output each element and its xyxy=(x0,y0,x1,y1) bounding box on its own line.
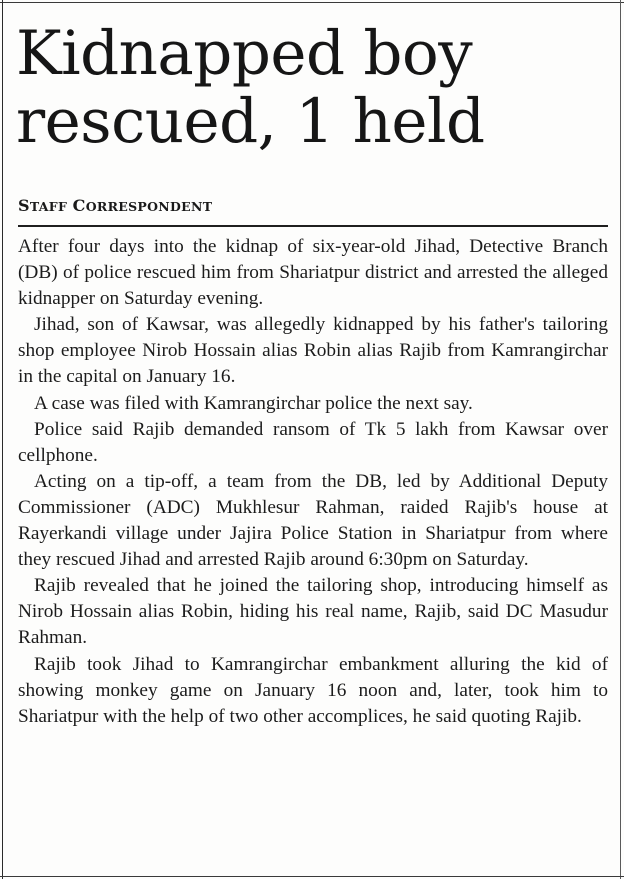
headline-line-2: rescued, 1 held xyxy=(16,86,485,157)
article-paragraph: Acting on a tip-off, a team from the DB, led by Additional Deputy Commissioner (ADC) Mukhlesur Rahman, raided Rajib's house at Rayerkandi village under Jajira Police Station in Shariatpur from where they rescued Jihad and arrested Rajib around 6:30pm on Saturday. xyxy=(18,470,608,571)
byline-word-correspondent: ORRESPONDENT xyxy=(85,199,213,214)
article-paragraph: Rajib took Jihad to Kamrangirchar embankment alluring the kid of showing monkey game on January 16 noon and, later, took him to Shariatpur with the help of two other accomplices, he said quoting Rajib. xyxy=(18,653,608,727)
byline-divider xyxy=(18,225,608,227)
clipping-left-edge xyxy=(2,0,3,879)
article-body xyxy=(18,234,608,730)
article-paragraph: Rajib revealed that he joined the tailoring shop, introducing himself as Nirob Hossain alias Robin, hiding his real name, Rajib, said DC Masudur Rahman. xyxy=(18,575,608,649)
article-paragraph: Police said Rajib demanded ransom of Tk 5 lakh from Kawsar over cellphone. xyxy=(18,418,608,466)
headline xyxy=(16,20,616,156)
byline-word-staff: TAFF xyxy=(29,199,68,214)
article-paragraph: Jihad, son of Kawsar, was allegedly kidnapped by his father's tailoring shop employee Nirob Hossain alias Robin alias Rajib from Kamrangirchar in the capital on January 16. xyxy=(18,314,608,388)
clipping-right-edge xyxy=(620,0,621,879)
headline-line-1: Kidnapped boy xyxy=(16,18,473,89)
byline-initial-s: S xyxy=(18,196,30,215)
clipping-bottom-edge xyxy=(0,876,624,877)
article-paragraph: A case was filed with Kamrangirchar police the next say. xyxy=(34,392,473,414)
byline-initial-c: C xyxy=(72,196,86,215)
article-paragraph: After four days into the kidnap of six-year-old Jihad, Detective Branch (DB) of police rescued him from Shariatpur district and arrested the alleged kidnapper on Saturday evening. xyxy=(18,236,608,310)
clipping-top-edge xyxy=(0,2,624,3)
byline xyxy=(18,196,212,215)
